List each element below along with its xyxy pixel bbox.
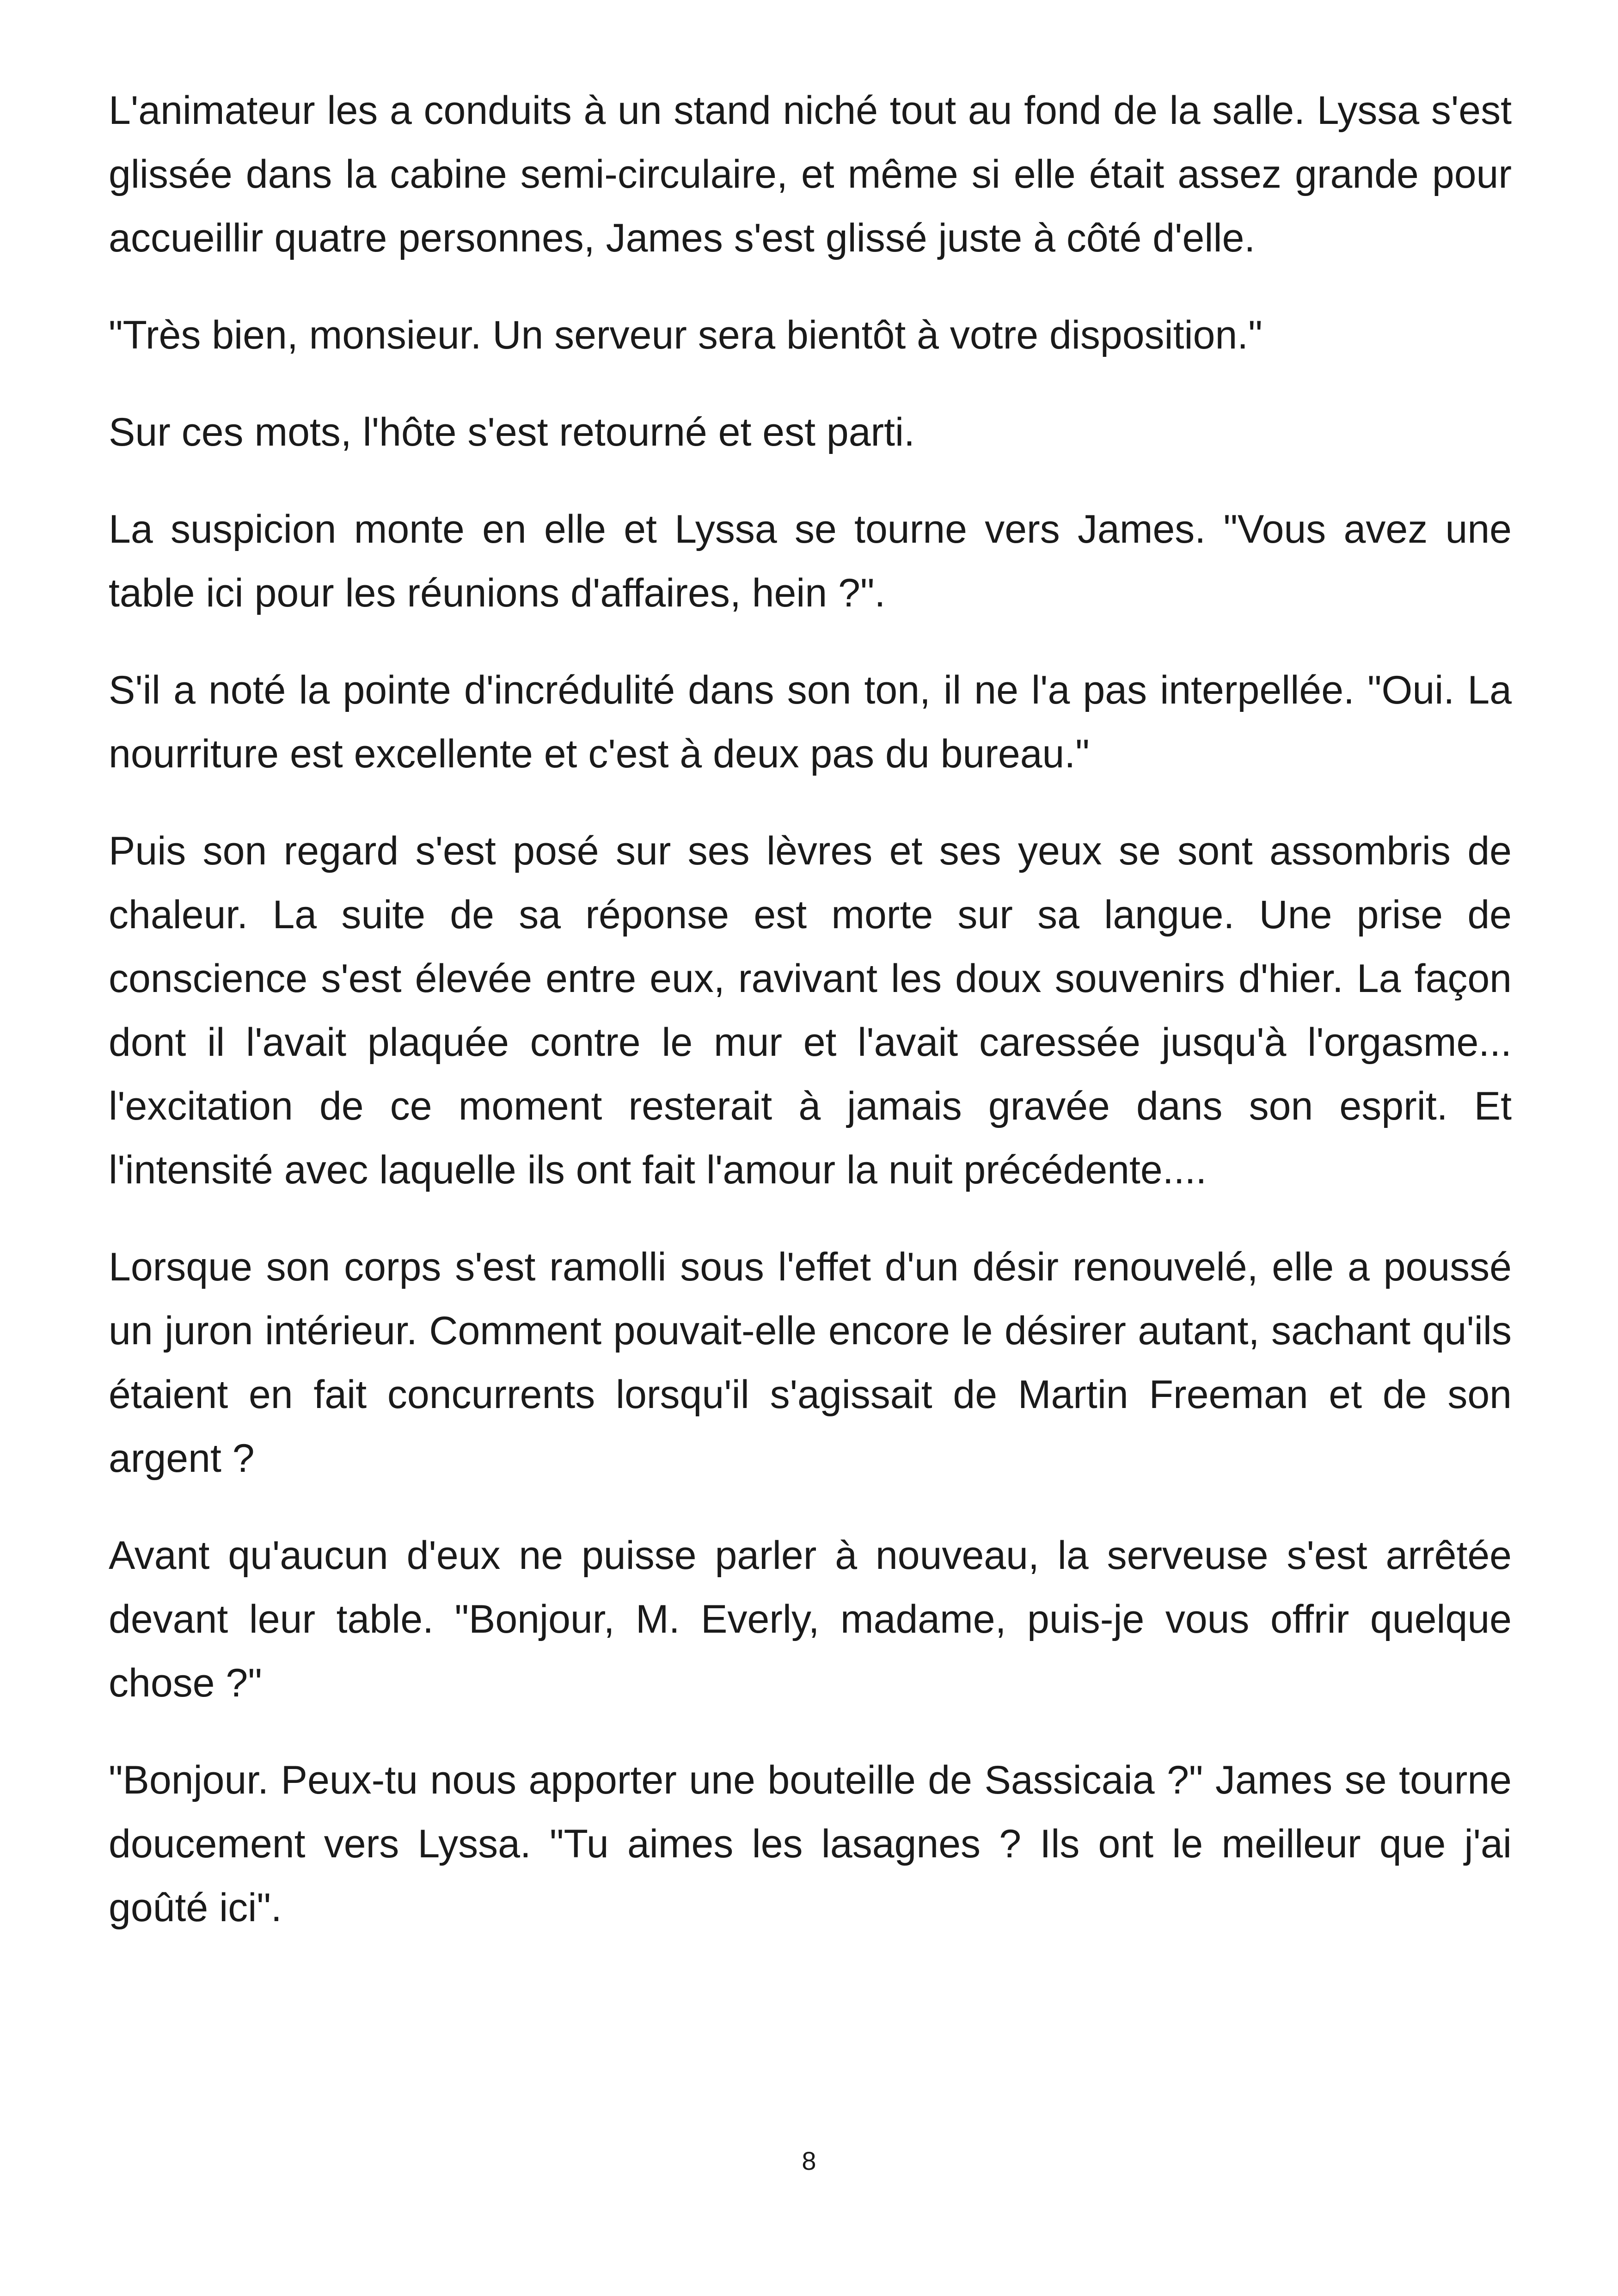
paragraph: La suspicion monte en elle et Lyssa se tourne vers James. "Vous avez une table ici pour les réunions d'affaires, hein ?". xyxy=(109,507,1512,615)
paragraph: S'il a noté la pointe d'incrédulité dans son ton, il ne l'a pas interpellée. "Oui. La nourriture est excellente et c'est à deux pas du bureau." xyxy=(109,668,1512,776)
body-text xyxy=(109,79,1512,1973)
paragraph: "Bonjour. Peux-tu nous apporter une bouteille de Sassicaia ?" James se tourne doucement vers Lyssa. "Tu aimes les lasagnes ? Ils ont le meilleur que j'ai goûté ici". xyxy=(109,1758,1512,1930)
paragraph: L'animateur les a conduits à un stand niché tout au fond de la salle. Lyssa s'est glissée dans la cabine semi-circulaire, et même si elle était assez grande pour accueillir quatre personnes, James s'est glissé juste à côté d'elle. xyxy=(109,88,1512,260)
paragraph: "Très bien, monsieur. Un serveur sera bientôt à votre disposition." xyxy=(109,313,1263,357)
paragraph: Sur ces mots, l'hôte s'est retourné et est parti. xyxy=(109,410,915,454)
paragraph: Puis son regard s'est posé sur ses lèvres et ses yeux se sont assombris de chaleur. La suite de sa réponse est morte sur sa langue. Une prise de conscience s'est élevée entre eux, ravivant les doux souvenirs d'hier. La façon dont il l'avait plaquée contre le mur et l'avait caressée jusqu'à l'orgasme... l'excitation de ce moment resterait à jamais gravée dans son esprit. Et l'intensité avec laquelle ils ont fait l'amour la nuit précédente.... xyxy=(109,829,1512,1192)
paragraph: Lorsque son corps s'est ramolli sous l'effet d'un désir renouvelé, elle a poussé un juron intérieur. Comment pouvait-elle encore le désirer autant, sachant qu'ils étaient en fait concurrents lorsqu'il s'agissait de Martin Freeman et de son argent ? xyxy=(109,1245,1512,1481)
page-number: 8 xyxy=(802,2146,816,2175)
paragraph: Avant qu'aucun d'eux ne puisse parler à nouveau, la serveuse s'est arrêtée devant leur table. "Bonjour, M. Everly, madame, puis-je vous offrir quelque chose ?" xyxy=(109,1533,1512,1705)
